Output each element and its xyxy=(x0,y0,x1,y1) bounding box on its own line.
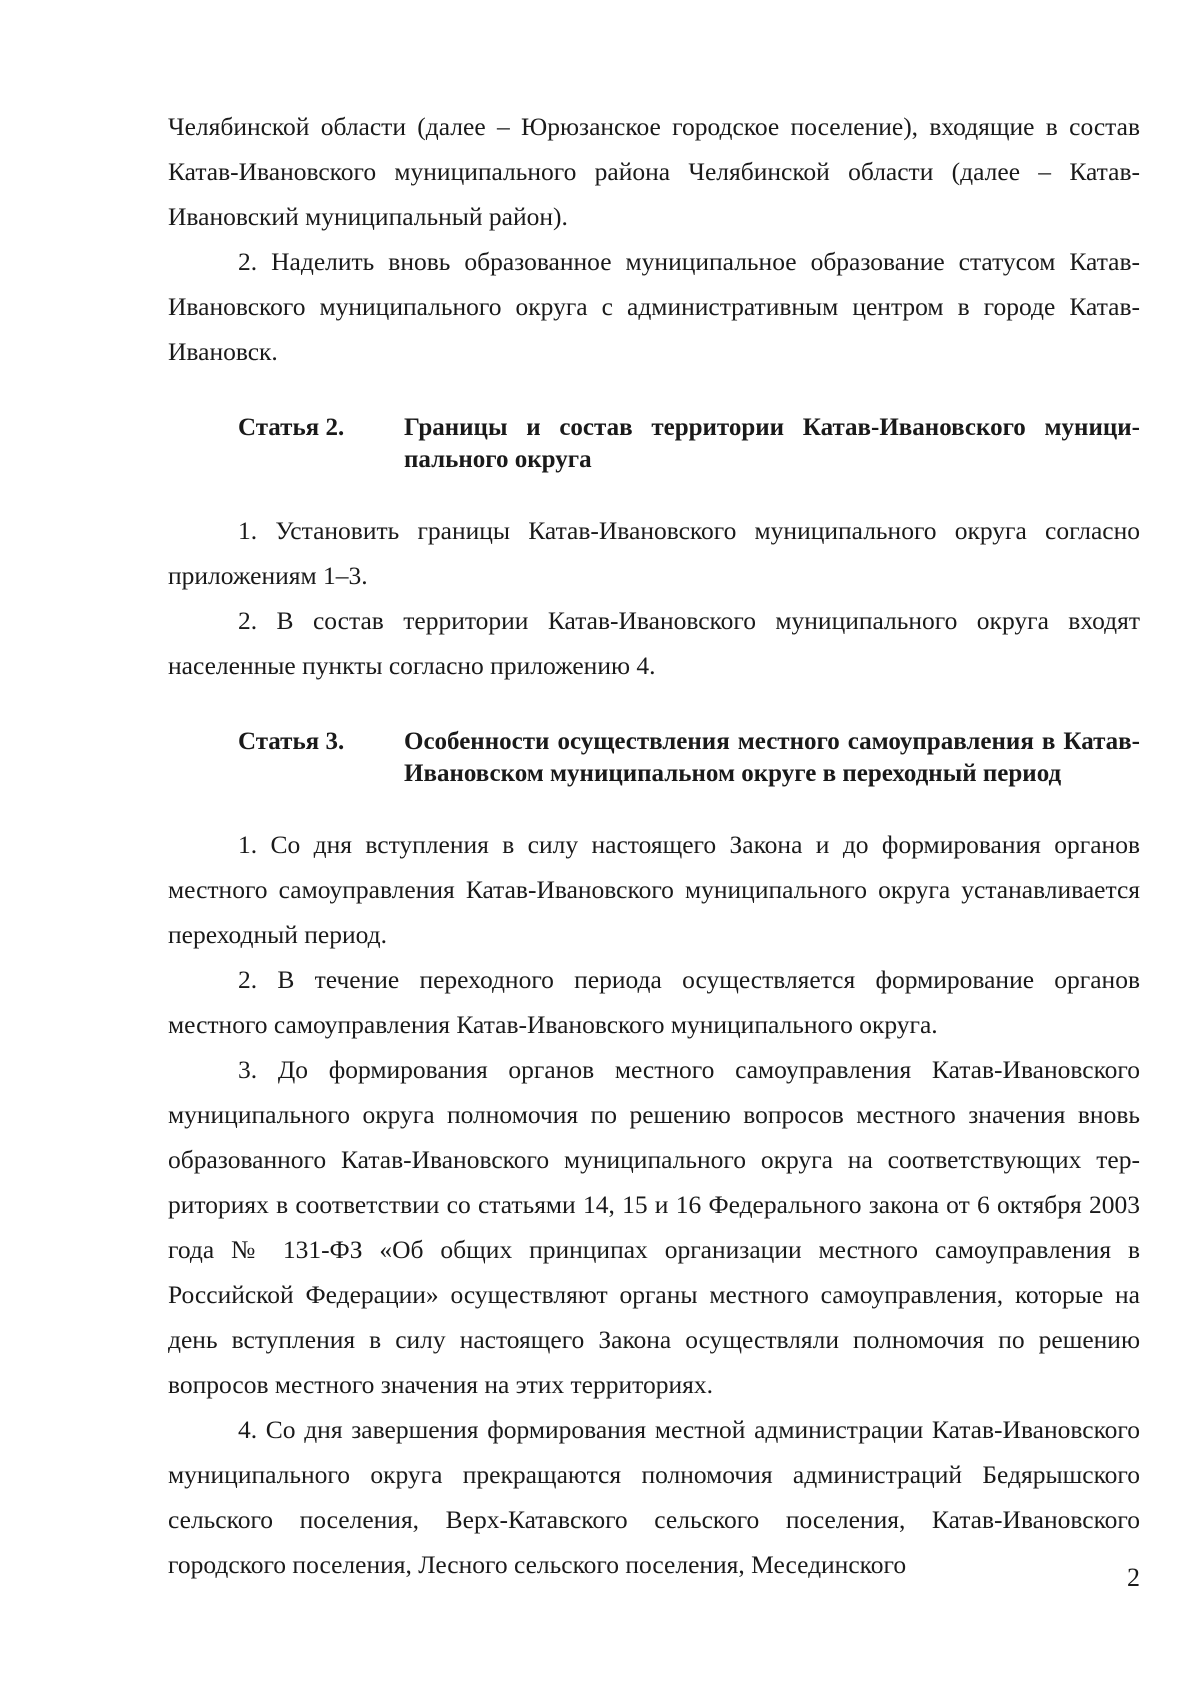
article-2-paragraph-2: 2. В состав территории Катав-Ивановского муниципального округа входят населенные пункты согласно приложению 4. xyxy=(168,606,1140,680)
article-3-paragraph-2: 2. В течение переходного периода осуществляется формирование органов местного самоуправления Катав-Ивановского муниципального округа. xyxy=(168,965,1140,1039)
article-3-number: Статья 3. xyxy=(238,728,345,755)
article-3-paragraph-3: 3. До формирования органов местного самоуправления Катав-Ивановского муниципального округа полномочия по решению вопросов местного значения вновь образованного Катав-Ивановского муниципального округа на соответствующих территориях в соответствии со статьями 14, 15 и 16 Федерального закона от 6 октября 2003 года № 131-ФЗ «Об общих принципах организации местного самоуправления в Российской Федерации» осуществляют органы местного самоуправления, которые на день вступления в силу настоящего Закона осуществляли полномочия по решению вопросов местного значения на этих территориях. xyxy=(168,1055,1140,1399)
paragraph-1-2: 2. Наделить вновь образованное муниципальное образование статусом Катав-Ивановского муниципального округа с административным центром в городе Катав-Ивановск. xyxy=(168,247,1140,366)
article-3-heading xyxy=(168,726,1140,790)
article-3-paragraph-4: 4. Со дня завершения формирования местной администрации Катав-Ивановского муниципального округа прекращаются полномочия администраций Бедярышского сельского поселения, Верх-Катавского сельского поселения, Катав-Ивановского городского поселения, Лесного сельского поселения, Месединского xyxy=(168,1415,1140,1579)
article-3-title: Особенности осуществления местного самоуправления в Катав-Ивановском муниципальном округе в переходный период xyxy=(404,728,1140,787)
article-3-paragraph-1: 1. Со дня вступления в силу настоящего Закона и до формирования органов местного самоуправления Катав-Ивановского муниципального округа устанавливается переходный период. xyxy=(168,830,1140,949)
article-2-title: Границы и состав территории Катав-Ивановского муниципального округа xyxy=(404,414,1140,473)
article-2-paragraph-1: 1. Установить границы Катав-Ивановского муниципального округа согласно приложениям 1–3. xyxy=(168,516,1140,590)
paragraph-continuation: Челябинской области (далее – Юрюзанское городское поселение), входящие в состав Катав-Ивановского муниципального района Челябинской области (далее – Катав-Ивановский муниципальный район). xyxy=(168,112,1140,231)
page-number: 2 xyxy=(1127,1563,1140,1592)
document-body xyxy=(168,104,1140,1587)
article-2-heading xyxy=(168,412,1140,476)
article-2-number: Статья 2. xyxy=(238,414,345,441)
